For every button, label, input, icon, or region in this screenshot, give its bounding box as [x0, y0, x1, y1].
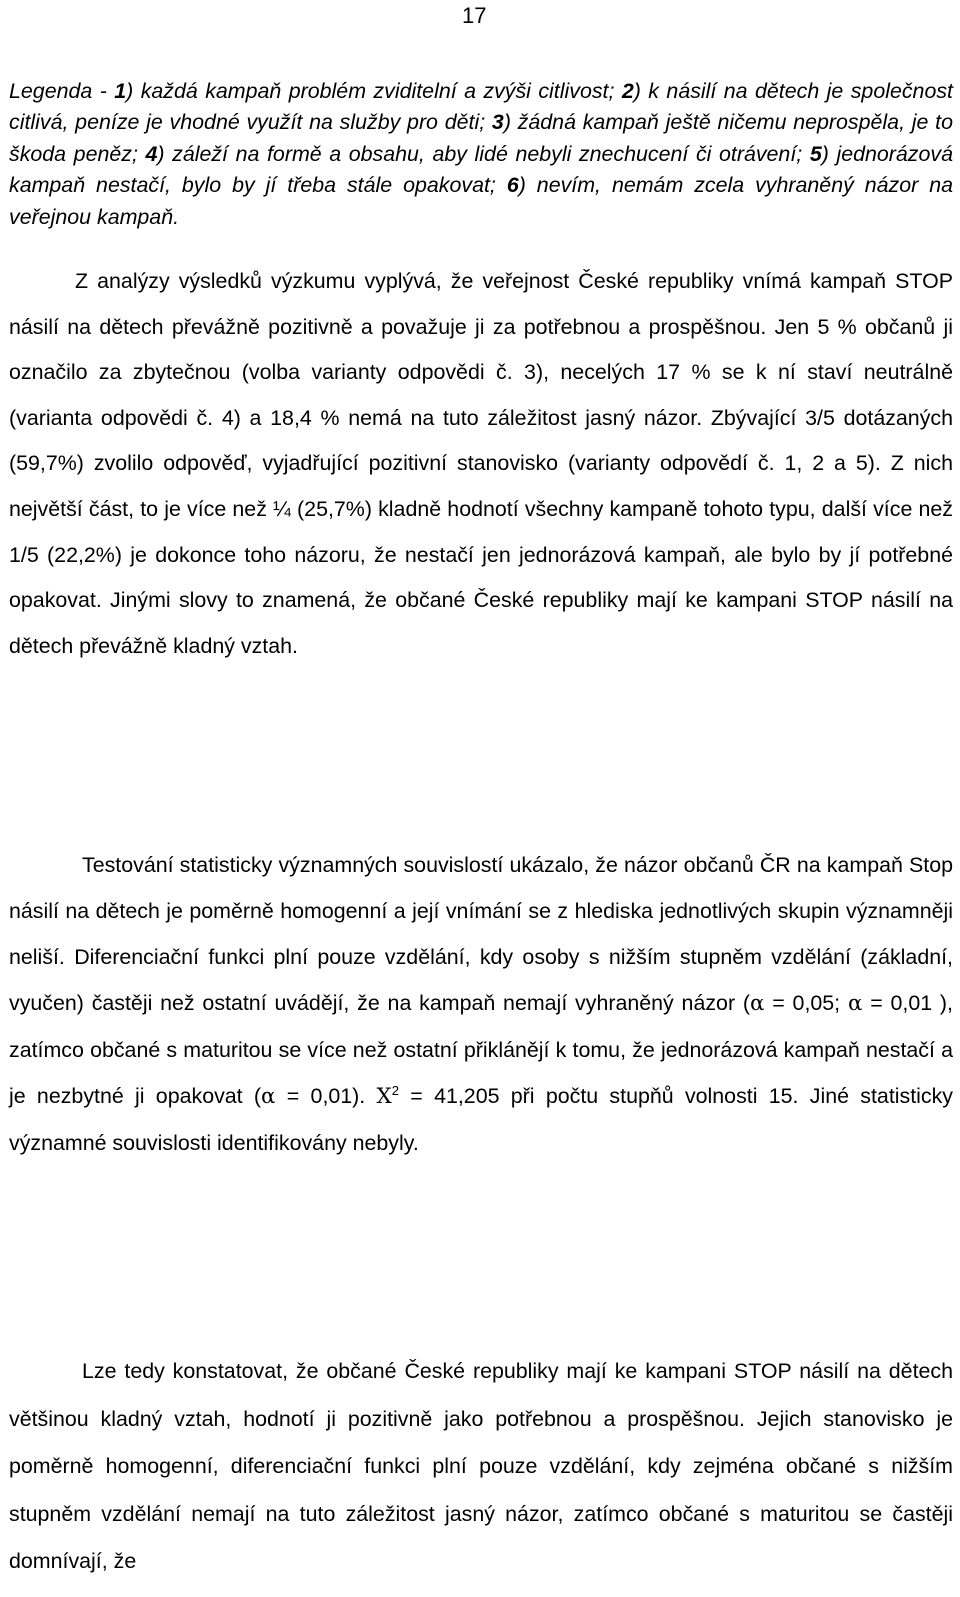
legend-item-text: ) jednorázová kampaň nestačí, bylo by jí třeba stále opakovat; [9, 141, 953, 198]
statistics-text: = 41,205 při počtu stupňů volnosti 15. Jiné statisticky významné souvislosti identifikovány nebyly. [9, 1084, 953, 1155]
legend-item-number: 4 [145, 141, 158, 166]
legend-item-text: ) žádná kampaň ještě ničemu neprospěla, je to škoda peněz; [9, 110, 954, 166]
legend-item-number: 5 [809, 141, 822, 166]
chi-symbol: X [376, 1084, 392, 1109]
results-paragraph [9, 259, 953, 669]
conclusion-paragraph-text: Lze tedy konstatovat, že občané České republiky mají ke kampani STOP násilí na dětech většinou kladný vztah, hodnotí ji pozitivně jako potřebnou a prospěšnou. Jejich stanovisko je poměrně homogenní, diferenciační funkci plní pouze vzdělání, kdy zejména občané s nižším stupněm vzdělání nemají na tuto záležitost jasný názor, zatímco občané s maturitou se častěji domnívají, že [9, 1359, 953, 1574]
alpha-symbol: α [261, 1084, 276, 1109]
chi-exponent: 2 [391, 1083, 400, 1098]
conclusion-paragraph [9, 1348, 953, 1586]
legend-intro: Legenda - [9, 79, 115, 103]
results-paragraph-text: Z analýzy výsledků výzkumu vyplývá, že veřejnost České republiky vnímá kampaň STOP násilí na dětech převážně pozitivně a považuje ji za potřebnou a prospěšnou. Jen 5 % občanů ji označilo za zbytečnou (volba varianty odpovědi č. 3), necelých 17 % se k ní staví neutrálně (varianta odpovědi č. 4) a 18,4 % nemá na tuto záležitost jasný názor. Zbývající 3/5 dotázaných (59,7%) zvolilo odpověď, vyjadřující pozitivní stanovisko (varianty odpovědí č. 1, 2 a 5). Z nich největší část, to je více než ¼ (25,7%) kladně hodnotí všechny kampaně tohoto typu, další více než 1/5 (22,2%) je dokonce toho názoru, že nestačí jen jednorázová kampaň, ale bylo by jí potřebné opakovat. Jinými slovy to znamená, že občané České republiky mají ke kampani STOP násilí na dětech převážně kladný vztah. [9, 269, 953, 658]
legend-item-text: ) k násilí na dětech je společnost citlivá, peníze je vhodné využít na služby pro děti; [9, 79, 953, 135]
alpha-symbol: α [847, 991, 863, 1016]
legend-item-number: 2 [621, 79, 634, 103]
statistics-text: = 0,01 ), zatímco občané s maturitou se více než ostatní přiklánějí k tomu, že jednorázová kampaň nestačí a je nezbytné ji opakovat ( [9, 991, 953, 1108]
statistics-paragraph [9, 842, 953, 1166]
statistics-text: = 0,05; [764, 991, 848, 1015]
statistics-text: Testování statisticky významných souvislostí ukázalo, že názor občanů ČR na kampaň Stop násilí na dětech je poměrně homogenní a její vnímání se z hlediska jednotlivých skupin významněji neliší. Diferenciační funkci plní pouze vzdělání, kdy osoby s nižším stupněm vzdělání (základní, vyučen) častěji než ostatní uvádějí, že na kampaň nemají vyhraněný názor ( [9, 853, 953, 1015]
statistics-text: = 0,01). [275, 1084, 377, 1108]
page-number: 17 [462, 3, 487, 28]
legend-item-text: ) záleží na formě a obsahu, aby lidé nebyli znechucení či otrávení; [157, 141, 810, 166]
legend-item-number: 3 [491, 110, 504, 135]
legend-item-number: 1 [114, 79, 127, 103]
alpha-symbol: α [750, 991, 765, 1016]
legend-item-text: ) každá kampaň problém zviditelní a zvýši citlivost; [126, 79, 622, 103]
legend-item-text: ) nevím, nemám zcela vyhraněný názor na veřejnou kampaň. [9, 173, 953, 229]
legend-item-number: 6 [506, 173, 519, 198]
legend [9, 76, 953, 233]
